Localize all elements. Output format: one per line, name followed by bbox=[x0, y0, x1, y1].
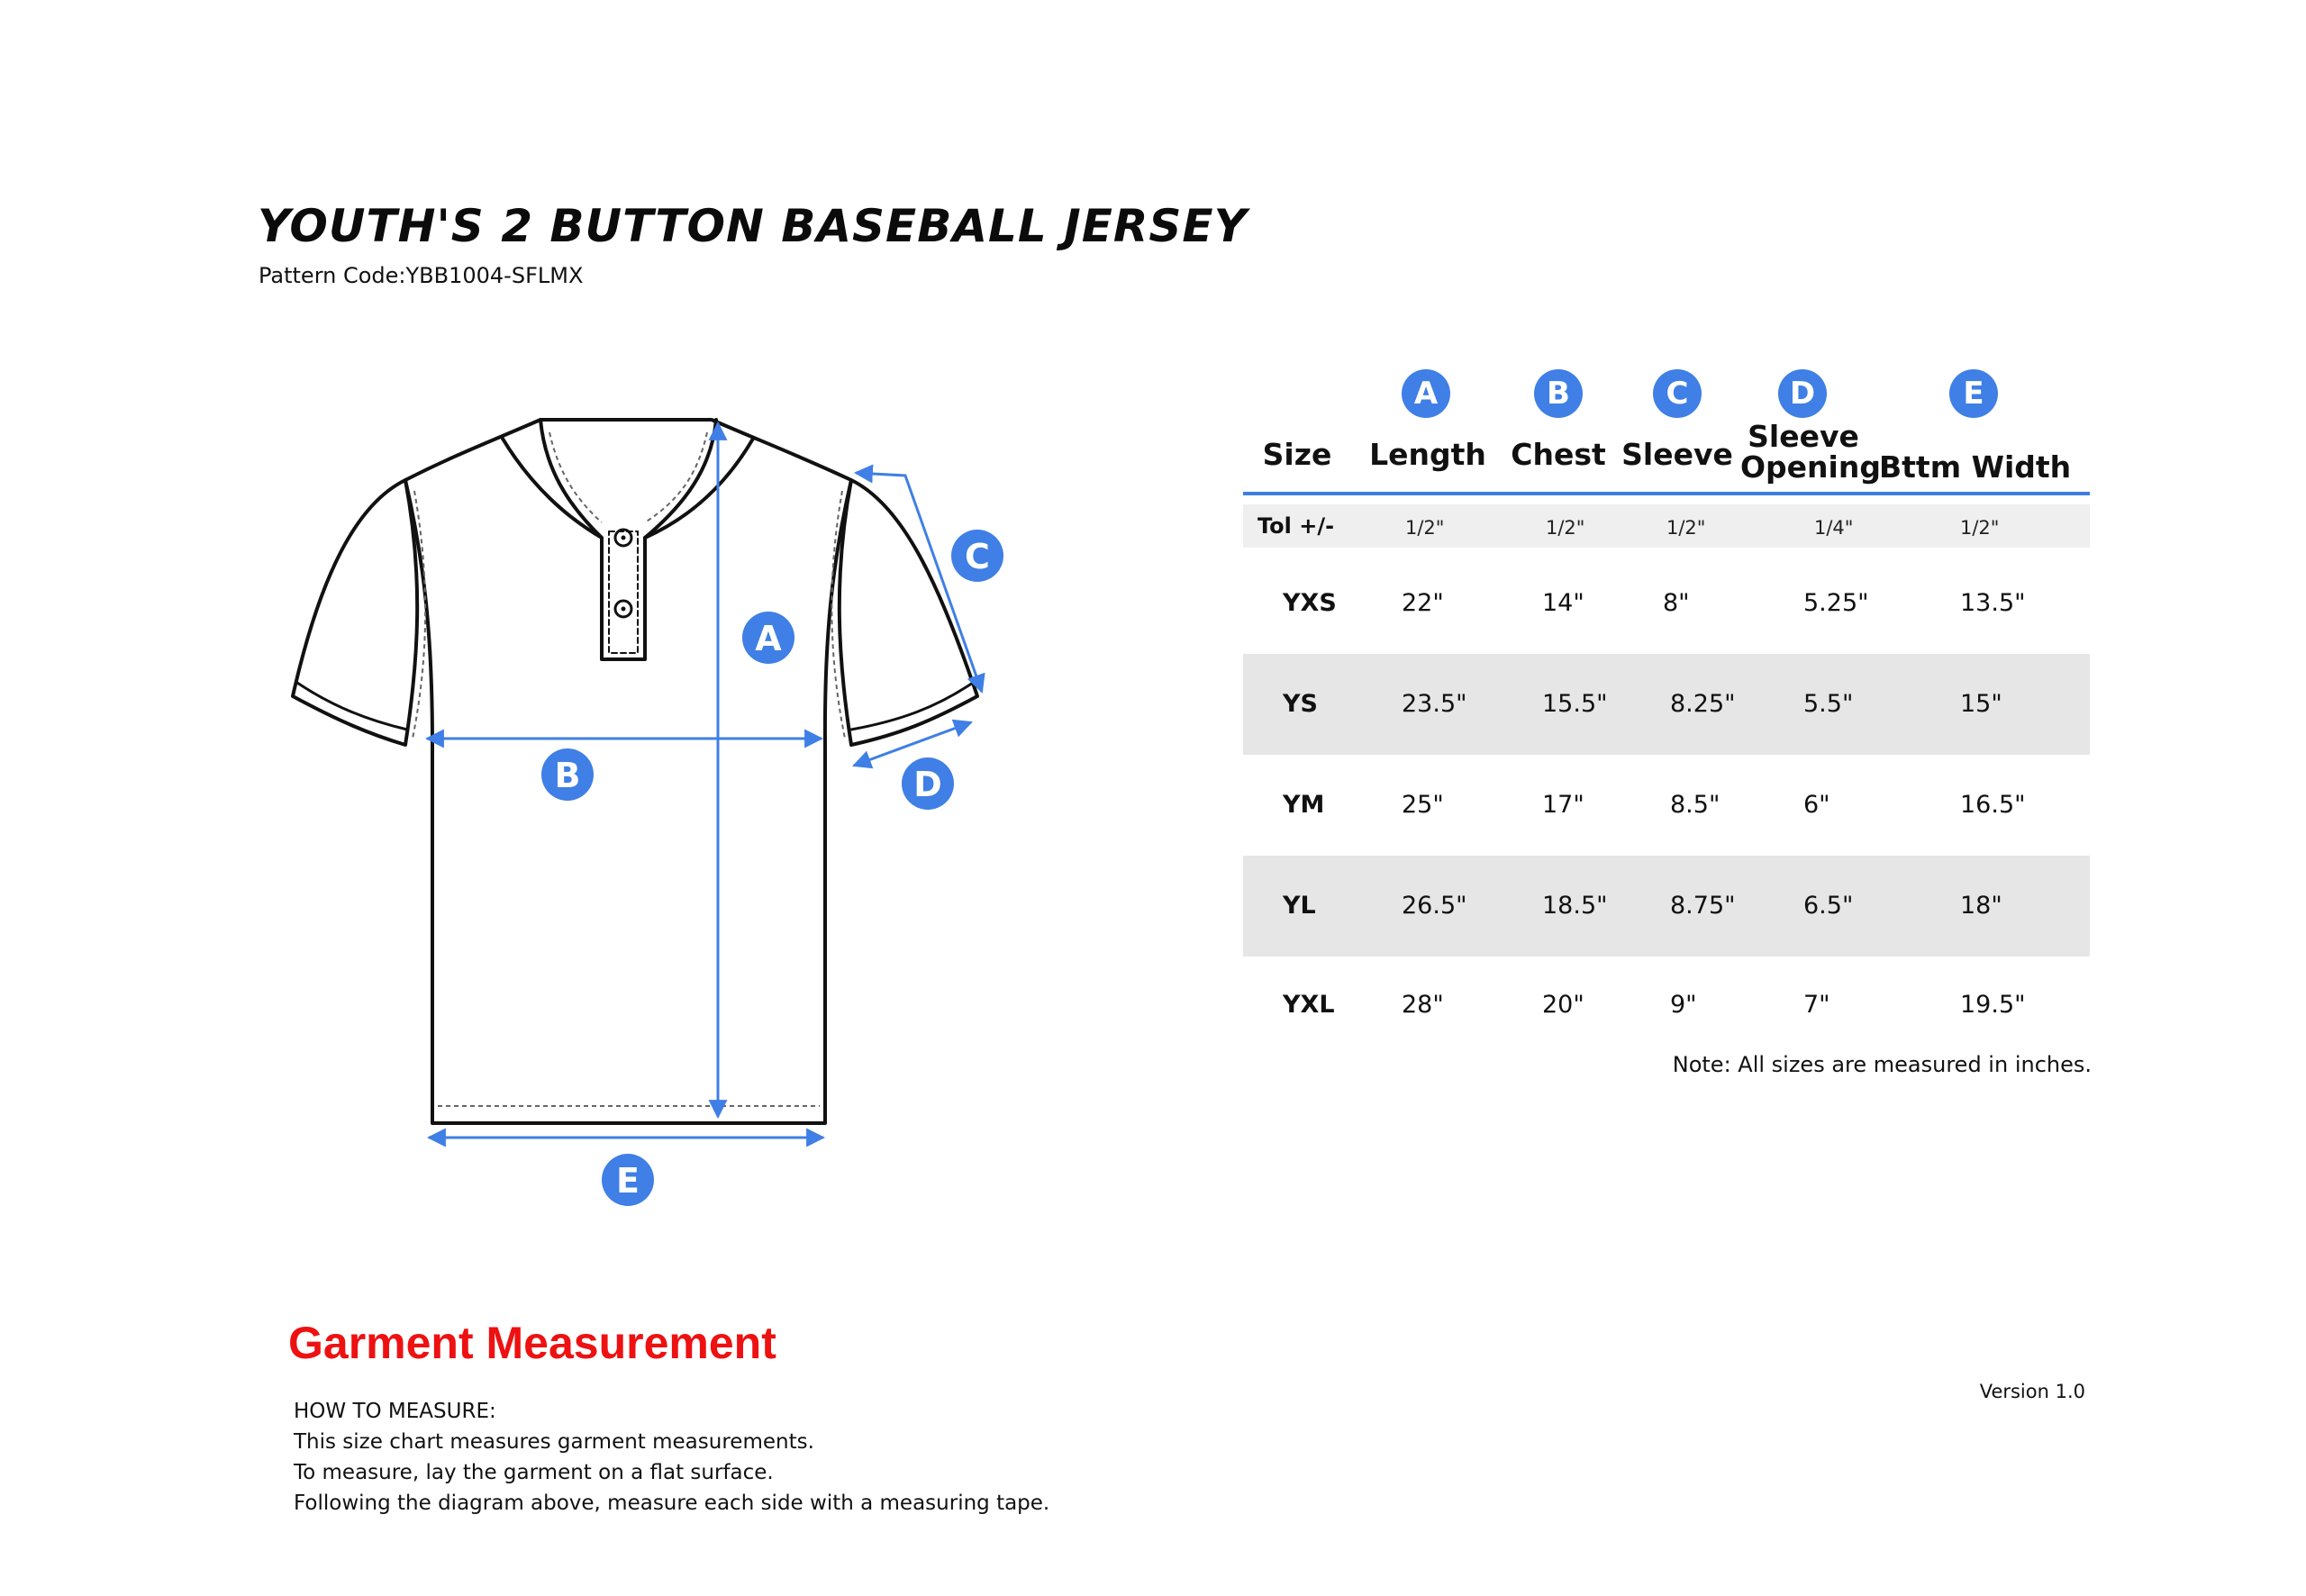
how-to-line: To measure, lay the garment on a flat surface. bbox=[294, 1461, 774, 1484]
table-row bbox=[1243, 955, 2090, 1056]
badge-c bbox=[951, 530, 1003, 582]
tolerance-sleeve-opening: 1/4" bbox=[1814, 517, 1854, 539]
header-length: Length bbox=[1369, 437, 1486, 472]
size-cell: YL bbox=[1283, 892, 1316, 920]
sleeve-cell: 8.75" bbox=[1670, 892, 1736, 920]
bottom-width-cell: 15" bbox=[1960, 690, 2002, 718]
page-title: YOUTH'S 2 BUTTON BASEBALL JERSEY bbox=[258, 200, 1248, 252]
length-cell: 28" bbox=[1402, 991, 1444, 1019]
table-row bbox=[1243, 755, 2090, 856]
length-cell: 25" bbox=[1402, 791, 1444, 819]
bottom-width-cell: 18" bbox=[1960, 892, 2002, 920]
chest-cell: 20" bbox=[1542, 991, 1584, 1019]
left-sleeve-outline bbox=[293, 480, 417, 745]
tolerance-bottom-width: 1/2" bbox=[1960, 517, 2000, 539]
header-chest: Chest bbox=[1511, 437, 1606, 472]
size-cell: YXL bbox=[1283, 991, 1335, 1019]
bottom-width-cell: 19.5" bbox=[1960, 991, 2026, 1019]
tolerance-chest: 1/2" bbox=[1546, 517, 1585, 539]
length-cell: 26.5" bbox=[1402, 892, 1467, 920]
column-badge-c: C bbox=[1653, 369, 1702, 418]
pattern-code: Pattern Code:YBB1004-SFLMX bbox=[259, 263, 584, 288]
how-to-line: This size chart measures garment measurements. bbox=[294, 1430, 814, 1454]
length-cell: 22" bbox=[1402, 589, 1444, 617]
header-divider bbox=[1243, 492, 2090, 495]
sleeve-opening-cell: 7" bbox=[1803, 991, 1830, 1019]
table-row bbox=[1243, 553, 2090, 654]
header-sleeve: Sleeve bbox=[1621, 437, 1733, 472]
table-note: Note: All sizes are measured in inches. bbox=[1672, 1052, 2092, 1077]
column-badge-e: E bbox=[1949, 369, 1998, 418]
jersey-diagram bbox=[270, 396, 1027, 1225]
size-cell: YM bbox=[1283, 791, 1325, 819]
svg-text:E: E bbox=[616, 1161, 640, 1201]
how-to-heading: HOW TO MEASURE: bbox=[294, 1400, 496, 1423]
header-size: Size bbox=[1262, 437, 1332, 472]
length-cell: 23.5" bbox=[1402, 690, 1467, 718]
sleeve-opening-cell: 5.25" bbox=[1803, 589, 1869, 617]
column-badge-d: D bbox=[1778, 369, 1827, 418]
bottom-width-cell: 13.5" bbox=[1960, 589, 2026, 617]
table-row bbox=[1243, 856, 2090, 957]
header-bottom-width: Bttm Width bbox=[1879, 449, 2072, 485]
jersey-body-outline bbox=[405, 420, 851, 1123]
collar-outline bbox=[540, 420, 716, 659]
svg-text:C: C bbox=[965, 537, 990, 576]
column-badge-b: B bbox=[1534, 369, 1583, 418]
tolerance-label: Tol +/- bbox=[1257, 513, 1335, 539]
sleeve-cell: 8.25" bbox=[1670, 690, 1736, 718]
badge-a bbox=[742, 612, 794, 664]
chest-cell: 18.5" bbox=[1542, 892, 1608, 920]
badge-b bbox=[541, 748, 594, 801]
size-cell: YS bbox=[1283, 690, 1318, 718]
tolerance-row bbox=[1243, 504, 2090, 548]
how-to-line: Following the diagram above, measure each side with a measuring tape. bbox=[294, 1492, 1050, 1515]
header-sleeve-opening-line1: Sleeve bbox=[1748, 419, 1859, 454]
how-to-measure bbox=[294, 1396, 1049, 1519]
column-badge-a: A bbox=[1402, 369, 1450, 418]
chest-cell: 14" bbox=[1542, 589, 1584, 617]
table-row bbox=[1243, 654, 2090, 755]
svg-text:D: D bbox=[913, 765, 942, 804]
sleeve-opening-cell: 6" bbox=[1803, 791, 1830, 819]
sleeve-opening-cell: 5.5" bbox=[1803, 690, 1854, 718]
right-sleeve-outline bbox=[840, 480, 977, 745]
tolerance-sleeve: 1/2" bbox=[1666, 517, 1706, 539]
version-label: Version 1.0 bbox=[1979, 1381, 2085, 1402]
badge-d bbox=[902, 757, 954, 810]
sleeve-cell: 9" bbox=[1670, 991, 1697, 1019]
sleeve-cell: 8.5" bbox=[1670, 791, 1720, 819]
section-title: Garment Measurement bbox=[288, 1318, 776, 1368]
tolerance-length: 1/2" bbox=[1405, 517, 1445, 539]
svg-text:B: B bbox=[554, 756, 581, 795]
chest-cell: 17" bbox=[1542, 791, 1584, 819]
jersey-buttons bbox=[615, 530, 631, 617]
bottom-width-cell: 16.5" bbox=[1960, 791, 2026, 819]
size-cell: YXS bbox=[1283, 589, 1337, 617]
chest-cell: 15.5" bbox=[1542, 690, 1608, 718]
badge-e bbox=[602, 1154, 654, 1206]
sleeve-cell: 8" bbox=[1663, 589, 1690, 617]
header-sleeve-opening-line2: Opening bbox=[1740, 449, 1881, 485]
svg-text:A: A bbox=[755, 619, 782, 658]
sleeve-opening-cell: 6.5" bbox=[1803, 892, 1854, 920]
